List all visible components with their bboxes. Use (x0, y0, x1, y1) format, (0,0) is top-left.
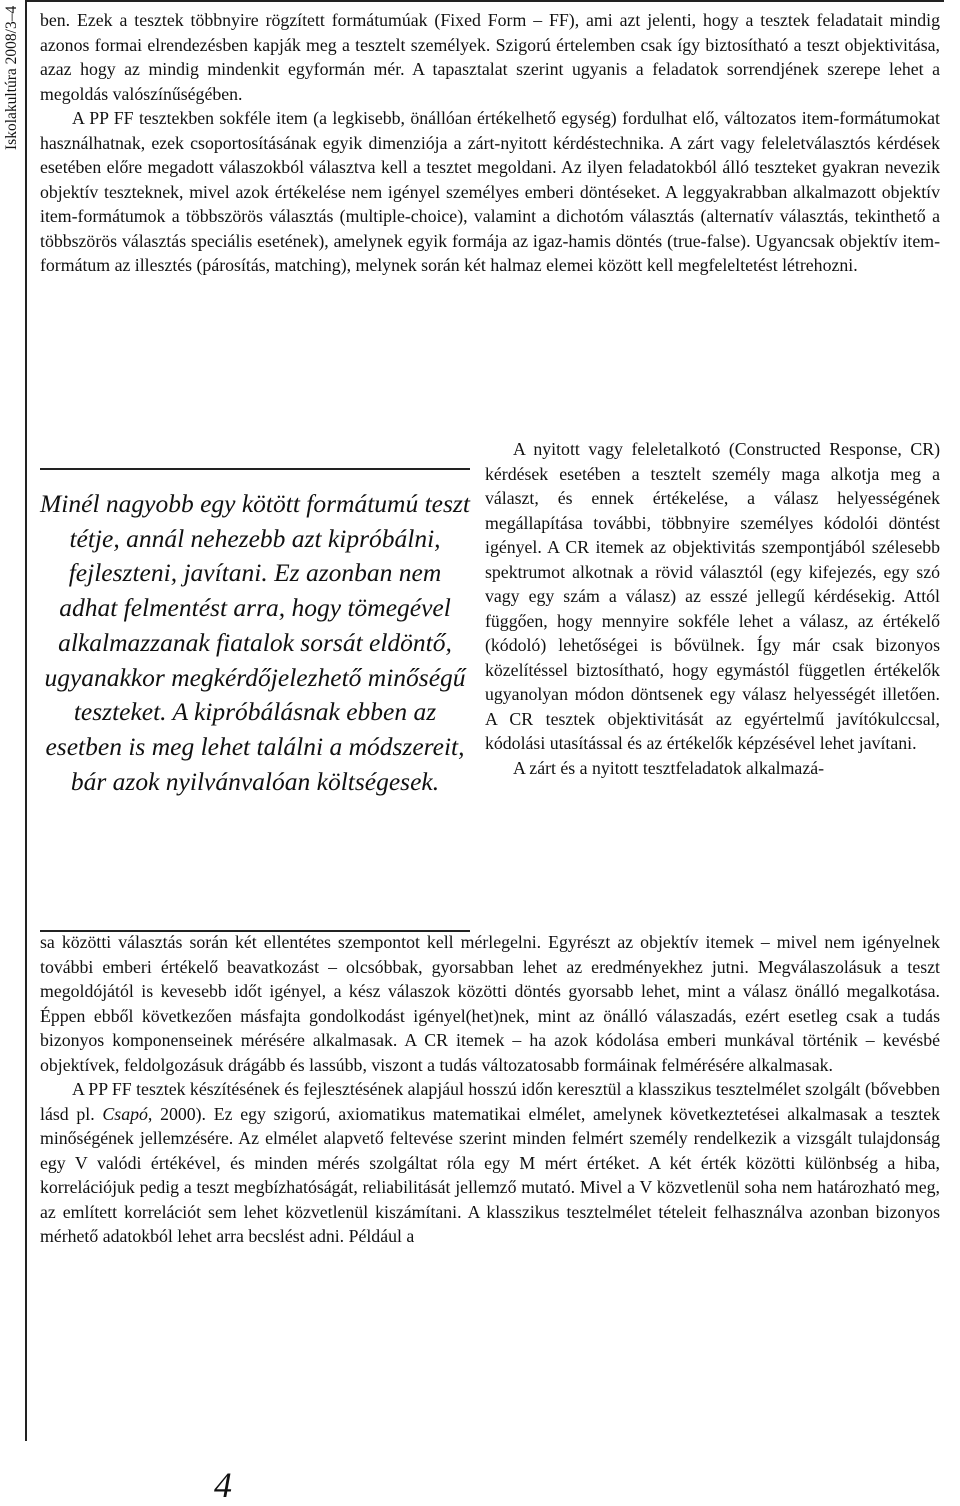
journal-running-head: Iskolakultúra 2008/3–4 (3, 6, 20, 151)
paragraph-constructed-response: A nyitott vagy feleletalkotó (Constructed Response, CR) kérdések esetében a tesztelt személy maga alkotja meg a választ, és ennek értékelése, a válasz helyességének megállapítása további, többnyire személyes kódolói döntést igényel. A CR itemek az objektivitás szempontjából szélesebb spektrumot alkotnak a rövid választól (egy kifejezés, egy szó vagy egy szám a válasz) az esszé jellegű kérdésekig. Attól függően, hogy mennyire sokféle lehet a válasz, az értékelő (kódoló) lehetőségei is bővülnek. Így már csak bizonyos közelítéssel biztosítható, hogy egymástól független értékelők ugyanolyan módon döntsenek egy válasz helyességét illetően. A CR tesztek objektivitását az egyértelmű javítókulccsal, kódolási utasítással és az értékelők képzésével lehet javítani. (485, 439, 940, 753)
paragraph-classical-test-theory (40, 1077, 940, 1249)
top-text-block (40, 8, 940, 278)
paragraph-pp-ff-items: A PP FF tesztekben sokféle item (a legkisebb, önállóan értékelhető egység) fordulhat elő, változatos item-formátumokat használhatnak, ezek csoportosításának egyik dimenziója a zárt-nyitott kérdéstechnika. A zárt vagy feleletválasztós kérdések esetében előre megadott válaszokból választva kell a tesztet megoldani. Az ilyen feladatokból álló teszteket gyakran nevezik objektív teszteknek, mivel azok értékelése nem igényel személyes emberi döntéseket. A leggyakrabban alkalmazott objektív item-formátumok a többszörös választás (multiple-choice), valamint a dichotóm választás (alternatív választás, tekinthető a többszörös választás speciális esetének), amelynek egyik formája az igaz-hamis döntés (true-false). Ugyancsak objektív item-formátum az illesztés (párosítás, matching), melynek során két halmaz elemei között kell megfeleltetést létrehozni. (40, 108, 940, 275)
page-number: 4 (214, 1465, 232, 1505)
bottom-text-block (40, 930, 940, 1249)
text-after-citation: , 2000). Ez egy szigorú, axiomatikus matematikai elmélet, amelynek következtetései alkalmasak a tesztek minőségének jellemzésére. Az elmélet alapvető feltevése szerint minden felmért személy rendelkezik a vizsgált tulajdonság egy V valódi értékével, és minden mérés szolgáltat róla egy M mért értéket. A két érték közötti különbség a hiba, korrelációjuk pedig a teszt megbízhatóságát, reliabilitását jellemző mutató. Mivel a V közvetlenül soha nem határozható meg, az említett korrelációt sem lehet közvetlenül kiszámítani. A klasszikus tesztelmélet tételeit felhasználva azonban bizonyos mérhető adatokból lehet arra becslést adni. Például a (40, 1103, 940, 1246)
citation-author: Csapó (102, 1103, 148, 1124)
paragraph-closed-open-rest: sa közötti választás során két ellentétes szempontot kell mérlegelni. Egyrészt az objektív itemek – mivel nem igényelnek további emberi értékelő beavatkozást – olcsóbbak, gyorsabban lehet az eredményekhez jutni. Megválaszolásuk a teszt megoldójától is kevesebb időt igényel, a kész válaszok közötti döntés gyorsabb lehet, mint a válasz önálló megalkotása. Éppen ebből következően másfajta gondolkodást igényel(het)nek, mint az önálló válaszadás, ezért esetleg csak a tudás bizonyos komponenseinek mérésére alkalmasak. A CR itemek – ha azok kódolása emberi munkával történik – kevésbé objektívek, feldolgozásuk drágább és lassúbb, viszont a tudás változatosabb formáinak felmérésére alkalmasak. (40, 932, 940, 1075)
pullquote-top-rule (40, 468, 470, 470)
left-margin-rule (25, 0, 27, 1441)
pullquote: Minél nagyobb egy kötött formátumú teszt tétje, annál nehezebb azt kipróbálni, fejleszteni, javítani. Ez azonban nem adhat felmentést arra, hogy tömegével alkalmazzanak fiatalok sorsát eldöntő, ugyanakkor megkérdőjelezhető minőségű teszteket. A kipróbálásnak ebben az esetben is meg lehet találni a módszereit, bár azok nyilvánvalóan költségesek. (40, 489, 470, 796)
paragraph-continuation: ben. Ezek a tesztek többnyire rögzített formátumúak (Fixed Form – FF), ami azt jelenti, hogy a tesztek feladatait mindig azonos formai elrendezésben kapják meg a tesztelt személyek. Szigorú értelemben csak így biztosítható a teszt objektivitása, azaz hogy az mindig mindenkit egyformán mér. A tapasztalat szerint ugyanis a feladatok sorrendjének szerepe lehet a megoldás valószínűségében. (40, 10, 940, 104)
right-column-text (485, 437, 940, 780)
text-before-citation: A PP FF tesztek készítésének és fejlesztésének alapjául hosszú időn keresztül a klasszikus tesztelmélet szolgált (bővebben lásd pl. (40, 1079, 940, 1124)
top-header-rule (26, 0, 944, 2)
paragraph-closed-open-start: A zárt és a nyitott tesztfeladatok alkalmazá- (513, 757, 825, 778)
